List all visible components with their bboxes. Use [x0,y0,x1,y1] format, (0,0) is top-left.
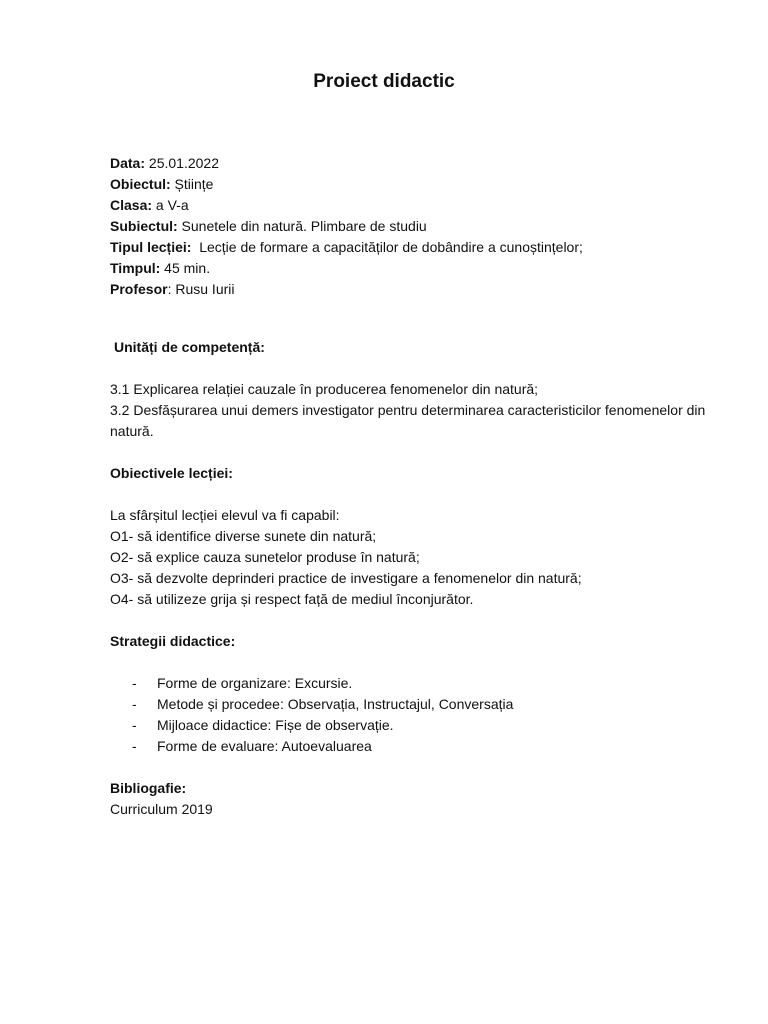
meta-label: Profesor [110,281,168,297]
list-item [132,736,710,757]
objectives-section [110,463,710,610]
objective-item: O1- să identifice diverse sunete din natură; [110,528,377,544]
strategies-heading: Strategii didactice: [110,633,236,649]
meta-row-lesson-type [110,237,710,258]
objective-item: O2- să explice cauza sunetelor produse în natură; [110,549,420,565]
meta-row-topic [110,216,710,237]
meta-value: 45 min. [160,260,211,276]
objectives-heading: Obiectivele lecției: [110,465,233,481]
bibliography-heading: Bibliogafie: [110,780,187,796]
list-item [132,673,710,694]
list-item [132,715,710,736]
list-item-text: Mijloace didactice: Fișe de observație. [157,717,394,733]
list-item-text: Metode și procedee: Observația, Instructajul, Conversația [157,696,514,712]
competency-item: 3.2 Desfășurarea unui demers investigator pentru determinarea caracteristicilor fenomenelor din natură. [110,402,706,439]
bullet-dash: - [132,696,137,712]
strategies-list [110,673,710,757]
bullet-dash: - [132,738,137,754]
meta-label: Clasa: [110,197,153,213]
bibliography-section [110,778,710,820]
meta-block [110,153,710,300]
meta-row-date [110,153,710,174]
list-item [132,694,710,715]
objectives-intro: La sfârșitul lecției elevul va fi capabil: [110,507,340,523]
meta-label: Timpul: [110,260,161,276]
meta-label: Subiectul: [110,218,178,234]
strategies-section [110,631,710,757]
objective-item: O3- să dezvolte deprinderi practice de investigare a fenomenelor din natură; [110,570,582,586]
meta-value: Sunetele din natură. Plimbare de studiu [177,218,427,234]
competencies-heading: Unități de competență: [114,339,265,355]
bullet-dash: - [132,675,137,691]
meta-row-class [110,195,710,216]
meta-row-time [110,258,710,279]
meta-value: Științe [170,176,214,192]
document-body [110,153,710,820]
meta-value: 25.01.2022 [145,155,219,171]
objective-item: O4- să utilizeze grija și respect față de mediul înconjurător. [110,591,474,607]
meta-row-teacher [110,279,710,300]
bibliography-item: Curriculum 2019 [110,801,213,817]
meta-value: : Rusu Iurii [167,281,235,297]
meta-value: Lecție de formare a capacităților de dobândire a cunoștințelor; [191,239,583,255]
meta-label: Obiectul: [110,176,171,192]
bullet-dash: - [132,717,137,733]
meta-label: Data: [110,155,146,171]
meta-row-subject [110,174,710,195]
document-title: Proiect didactic [313,71,455,92]
list-item-text: Forme de evaluare: Autoevaluarea [157,738,372,754]
meta-label: Tipul lecției: [110,239,192,255]
meta-value: a V-a [152,197,189,213]
competencies-section [110,337,710,442]
list-item-text: Forme de organizare: Excursie. [157,675,353,691]
competency-item: 3.1 Explicarea relației cauzale în producerea fenomenelor din natură; [110,381,539,397]
